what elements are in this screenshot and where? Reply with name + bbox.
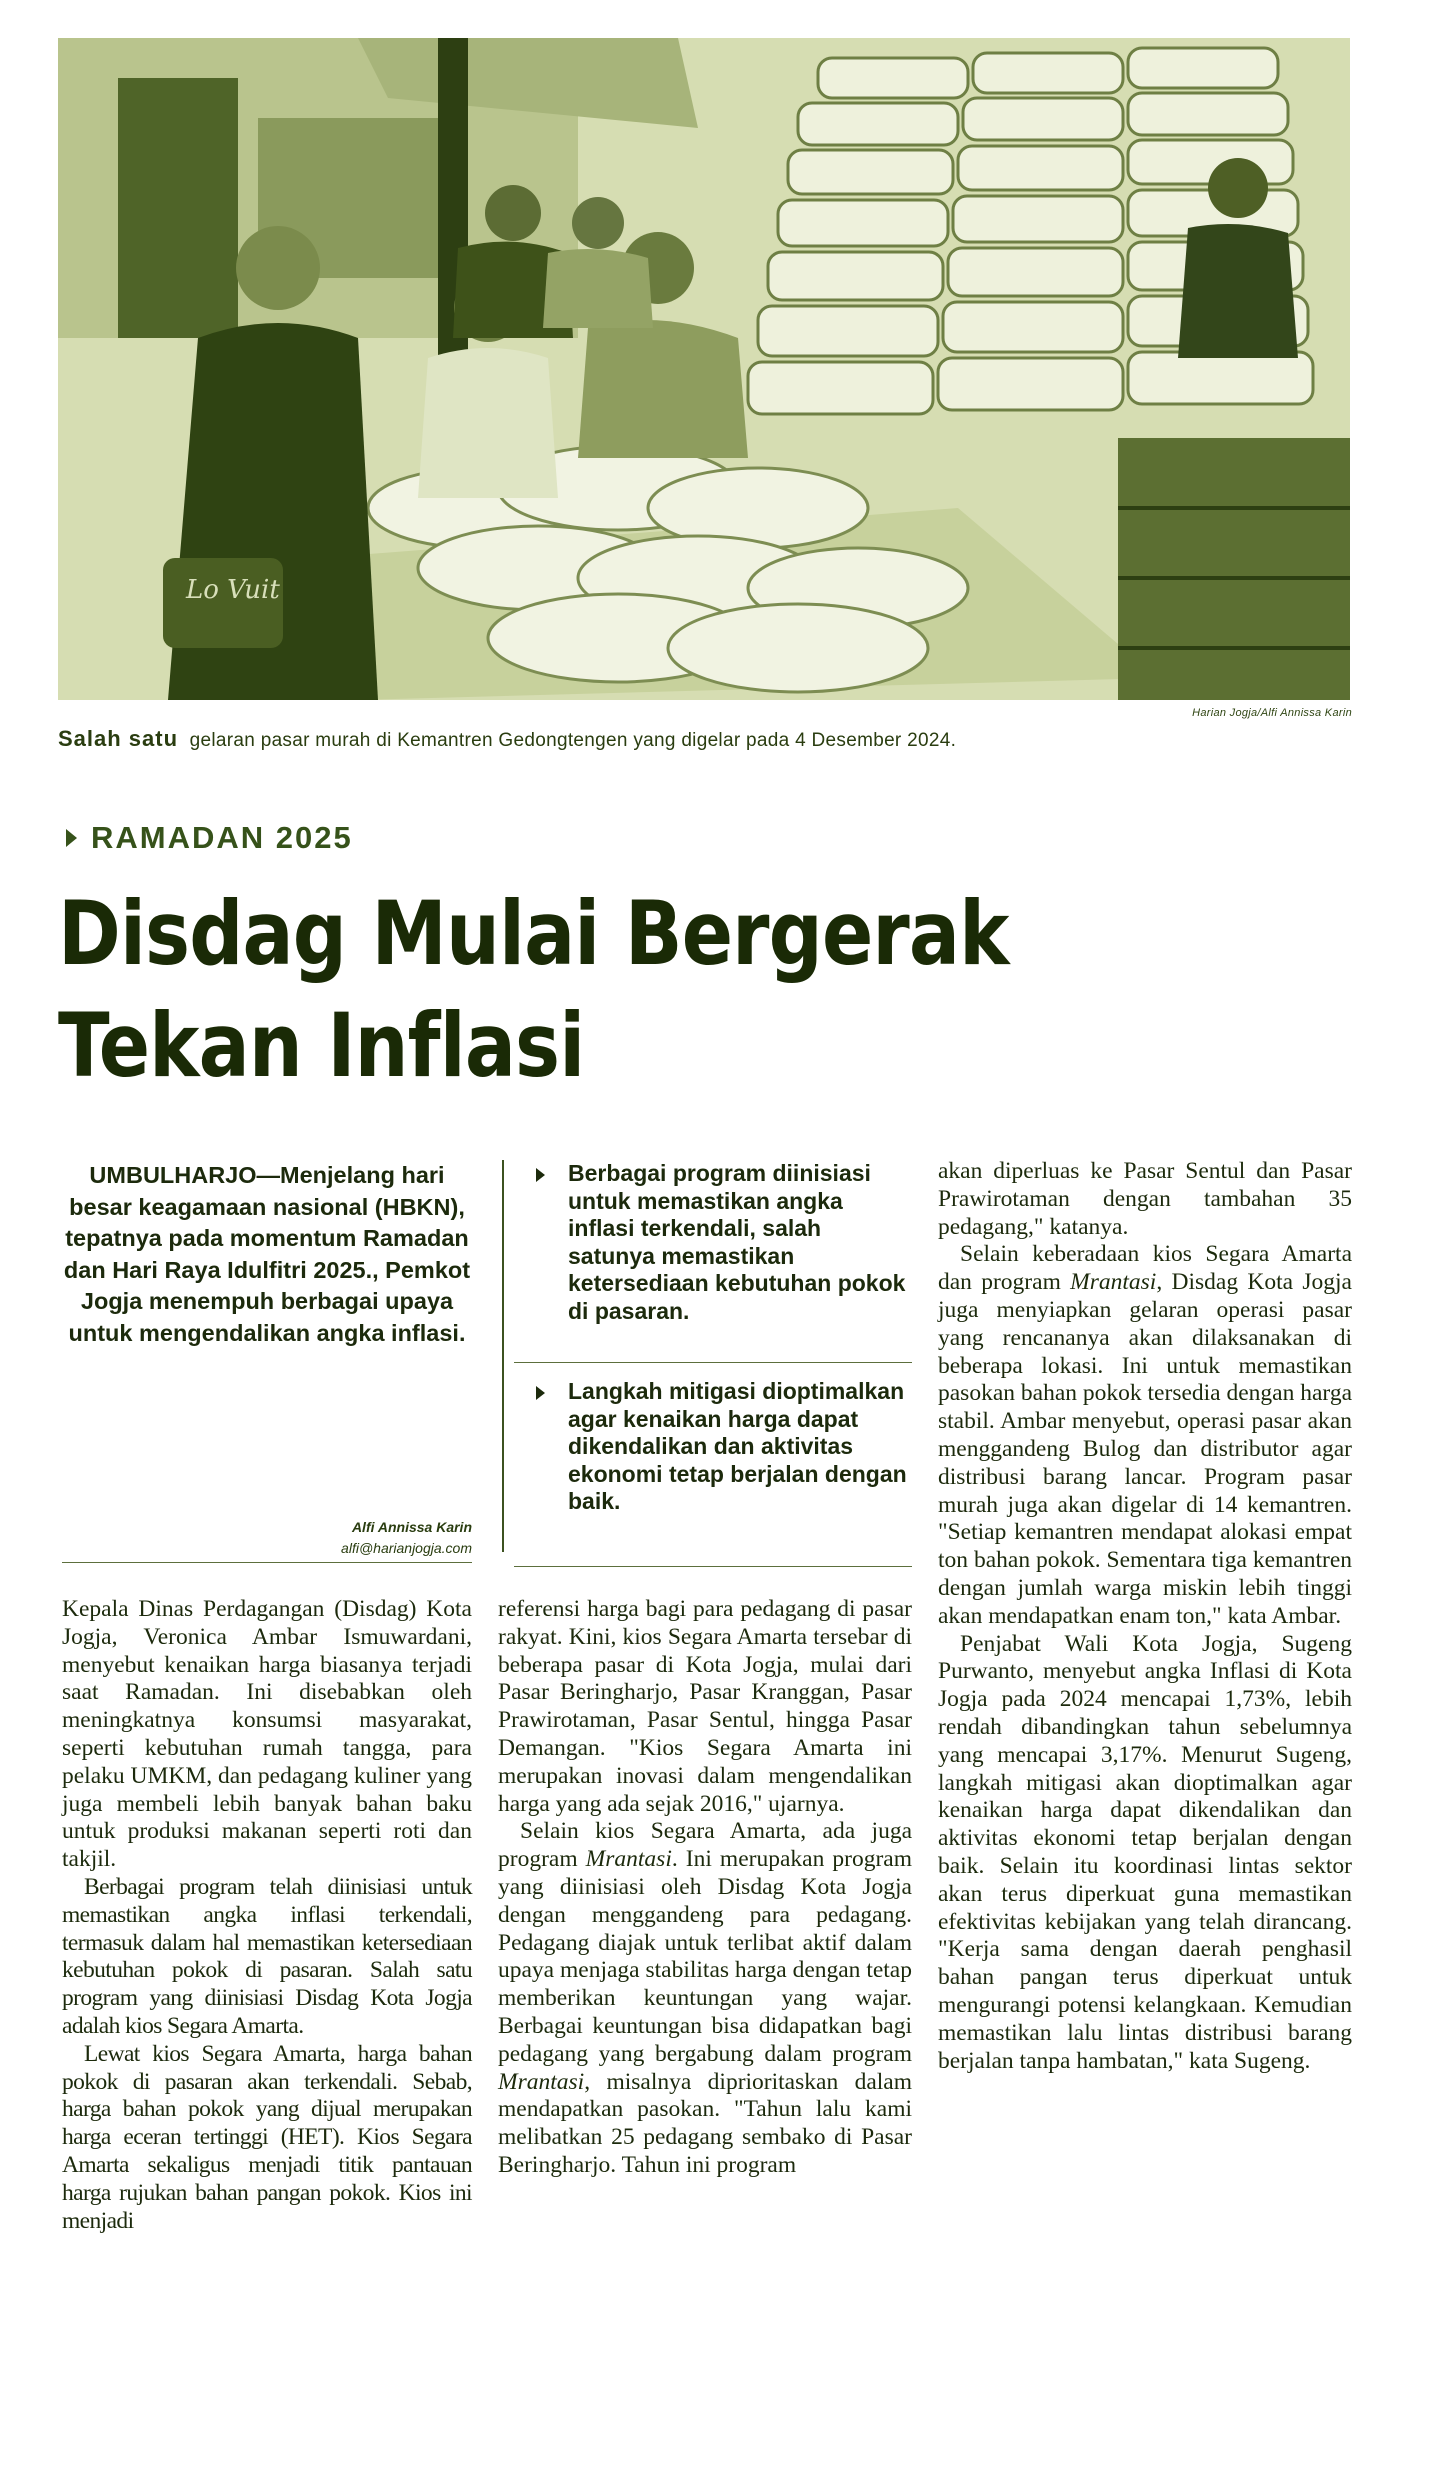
highlight-bottom-rule [514, 1566, 912, 1567]
body-paragraph: Selain keberadaan kios Segara Amarta dan program Mrantasi, Disdag Kota Jogja juga menyiapkan gelaran operasi pasar yang rencananya akan dilaksanakan di beberapa lokasi. Ini untuk memastikan pasokan bahan pokok tersedia dengan harga stabil. Ambar menyebut, operasi pasar akan menggandeng Bulog dan distributor agar distribusi barang lancar. Program pasar murah juga akan digelar di 14 kemantren. "Setiap kemantren mendapat alokasi empat ton bahan pokok. Sementara tiga kemantren dengan jumlah warga miskin lebih tinggi akan mendapatkan enam ton," kata Ambar. [938, 1241, 1352, 1629]
bag-lettering: Lo Vuit [186, 575, 280, 605]
lead-paragraph: UMBULHARJO—Menjelang hari besar keagamaan nasional (HBKN), tepatnya pada momentum Ramadan dan Hari Raya Idulfitri 2025., Pemkot Jogja menempuh berbagai upaya untuk mengendalikan angka inflasi. [63, 1162, 471, 1346]
headline-line-1: Disdag Mulai Bergerak [58, 882, 1009, 985]
program-name: Mrantasi [1070, 1269, 1157, 1296]
section-kicker [66, 820, 353, 856]
highlight-text: Langkah mitigasi dioptimalkan agar kenaikan harga dapat dikendalikan dan aktivitas ekonomi tetap berjalan dengan baik. [568, 1378, 907, 1514]
kicker-label: RAMADAN 2025 [91, 820, 353, 855]
headline [58, 878, 1176, 1102]
body-paragraph: Kepala Dinas Perdagangan (Disdag) Kota Jogja, Veronica Ambar Ismuwardani, menyebut kenaikan harga biasanya terjadi saat Ramadan. Ini disebabkan oleh meningkatnya konsumsi masyarakat, seperti kebutuhan rumah tangga, para pelaku UMKM, dan pedagang kuliner yang juga membeli lebih banyak bahan baku untuk produksi makanan seperti roti dan takjil. [62, 1596, 472, 1873]
body-column-3 [938, 1158, 1352, 2075]
highlight-item [532, 1160, 912, 1325]
headline-line-2: Tekan Inflasi [58, 994, 585, 1097]
highlight-divider [514, 1362, 912, 1363]
caption-text: gelaran pasar murah di Kemantren Gedongtengen yang digelar pada 4 Desember 2024. [189, 730, 957, 751]
photo-caption [58, 726, 1348, 752]
caption-lead: Salah satu [58, 726, 179, 751]
body-paragraph: Selain kios Segara Amarta, ada juga program Mrantasi. Ini merupakan program yang diinisiasi oleh Disdag Kota Jogja dengan menggandeng para pedagang. Pedagang diajak untuk terlibat aktif dalam upaya menjaga stabilitas harga dengan tetap memberikan keuntungan yang wajar. Berbagai keuntungan bisa didapatkan bagi pedagang yang bergabung dalam program Mrantasi, misalnya diprioritaskan dalam mendapatkan pasokan. "Tahun lalu kami melibatkan 25 pedagang sembako di Pasar Beringharjo. Tahun ini program [498, 1818, 912, 2178]
highlight-item [532, 1378, 912, 1516]
byline-rule [62, 1562, 472, 1563]
photo-illustration [58, 38, 1350, 700]
kicker-triangle-icon [66, 829, 77, 847]
body-paragraph: Berbagai program telah diinisiasi untuk memastikan angka inflasi terkendali, termasuk dalam hal memastikan ketersediaan kebutuhan pokok di pasaran. Salah satu program yang diinisiasi Disdag Kota Jogja adalah kios Segara Amarta. [62, 1873, 472, 2039]
news-photo [58, 38, 1350, 700]
highlight-text: Berbagai program diinisiasi untuk memastikan angka inflasi terkendali, salah satunya memastikan ketersediaan kebutuhan pokok di pasaran. [568, 1160, 906, 1324]
program-name: Mrantasi [498, 2068, 585, 2095]
body-paragraph: Penjabat Wali Kota Jogja, Sugeng Purwanto, menyebut angka Inflasi di Kota Jogja pada 2024 mencapai 1,73%, lebih rendah dibandingkan tahun sebelumnya yang mencapai 3,17%. Menurut Sugeng, langkah mitigasi akan dioptimalkan agar kenaikan harga dapat dikendalikan dan aktivitas ekonomi tetap berjalan dengan baik. Selain itu koordinasi lintas sektor akan terus diperkuat guna memastikan efektivitas kebijakan yang telah dirancang. "Kerja sama dengan daerah penghasil bahan pangan terus diperkuat untuk mengurangi potensi kelangkaan. Kemudian memastikan lalu lintas distribusi barang berjalan tanpa hambatan," kata Sugeng. [938, 1630, 1352, 2074]
byline [62, 1517, 472, 1559]
bullet-triangle-icon [536, 1386, 545, 1400]
body-paragraph: akan diperluas ke Pasar Sentul dan Pasar Prawirotaman dengan tambahan 35 pedagang," katanya. [938, 1158, 1352, 1240]
program-name: Mrantasi [585, 1846, 672, 1873]
body-paragraph: referensi harga bagi para pedagang di pasar rakyat. Kini, kios Segara Amarta tersebar di beberapa pasar di Kota Jogja, mulai dari Pasar Beringharjo, Pasar Kranggan, Pasar Prawirotaman, Pasar Sentul, hingga Pasar Demangan. "Kios Segara Amarta ini merupakan inovasi dalam mengendalikan harga yang ada sejak 2016," ujarnya. [498, 1596, 912, 1817]
body-paragraph: Lewat kios Segara Amarta, harga bahan pokok di pasaran akan terkendali. Sebab, harga bahan pokok yang dijual merupakan harga eceran tertinggi (HET). Kios Segara Amarta sekaligus menjadi titik pantauan harga rujukan bahan pangan pokok. Kios ini menjadi [62, 2040, 472, 2234]
body-column-1 [62, 1596, 472, 2235]
byline-name: Alfi Annissa Karin [351, 1519, 472, 1535]
highlight-vertical-rule [502, 1160, 504, 1552]
photo-credit: Harian Jogja/Alfi Annissa Karin [1192, 707, 1352, 719]
body-column-2 [498, 1596, 912, 2180]
byline-email[interactable]: alfi@harianjogja.com [341, 1540, 472, 1556]
bullet-triangle-icon [536, 1168, 545, 1182]
